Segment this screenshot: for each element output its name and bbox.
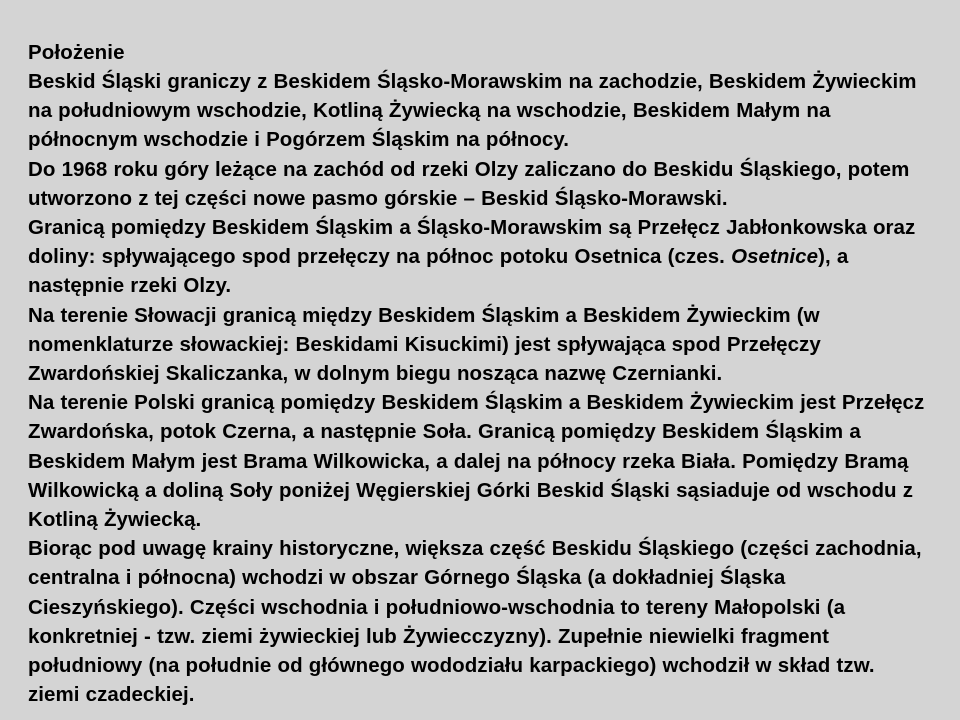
page-title: Położenie <box>28 41 125 64</box>
italic-term: Osetnice <box>731 245 819 269</box>
paragraph-poland-border: Na terenie Polski granicą pomiędzy Beskidem Śląskim a Beskidem Żywieckim jest Przełęcz Zwardońska, potok Czerna, a następnie Soła. Granicą pomiędzy Beskidem Śląskim a Beskidem Małym jest Brama Wilkowicka, a dalej na północy rzeka Biała. Pomiędzy Bramą Wilkowicką a doliną Soły poniżej Węgierskiej Górki Beskid Śląski sąsiaduje od wschodu z Kotliną Żywiecką. <box>28 391 925 532</box>
paragraph-slovakia-border: Na terenie Słowacji granicą między Beskidem Śląskim a Beskidem Żywieckim (w nomenklaturze słowackiej: Beskidami Kisuckimi) jest spływająca spod Przełęczy Zwardońskiej Skaliczanka, w dolnym biegu nosząca nazwę Czernianki. <box>28 303 821 386</box>
paragraph-border-silesian-moravian: Granicą pomiędzy Beskidem Śląskim a Śląsko-Morawskim są Przełęcz Jabłonkowska oraz doliny: spływającego spod przełęczy na północ potoku Osetnica (czes. Osetnice), a następnie rzeki Olzy. <box>28 216 916 298</box>
paragraph-1968-history: Do 1968 roku góry leżące na zachód od rzeki Olzy zaliczano do Beskidu Śląskiego, potem utworzono z tej części nowe pasmo górskie – Beskid Śląsko-Morawski. <box>28 157 910 210</box>
paragraph-location-borders: Beskid Śląski graniczy z Beskidem Śląsko-Morawskim na zachodzie, Beskidem Żywieckim na południowym wschodzie, Kotliną Żywiecką na wschodzie, Beskidem Małym na północnym wschodzie i Pogórzem Śląskim na północy. <box>28 70 917 152</box>
paragraph-historical-lands: Biorąc pod uwagę krainy historyczne, większa część Beskidu Śląskiego (części zachodnia, centralna i północna) wchodzi w obszar Górnego Śląska (a dokładniej Śląska Cieszyńskiego). Części wschodnia i południowo-wschodnia to tereny Małopolski (a konkretniej - tzw. ziemi żywieckiej lub Żywiecczyzny). Zupełnie niewielki fragment południowy (na południe od głównego wododziału karpackiego) wchodził w skład tzw. ziemi czadeckiej. <box>28 537 922 707</box>
